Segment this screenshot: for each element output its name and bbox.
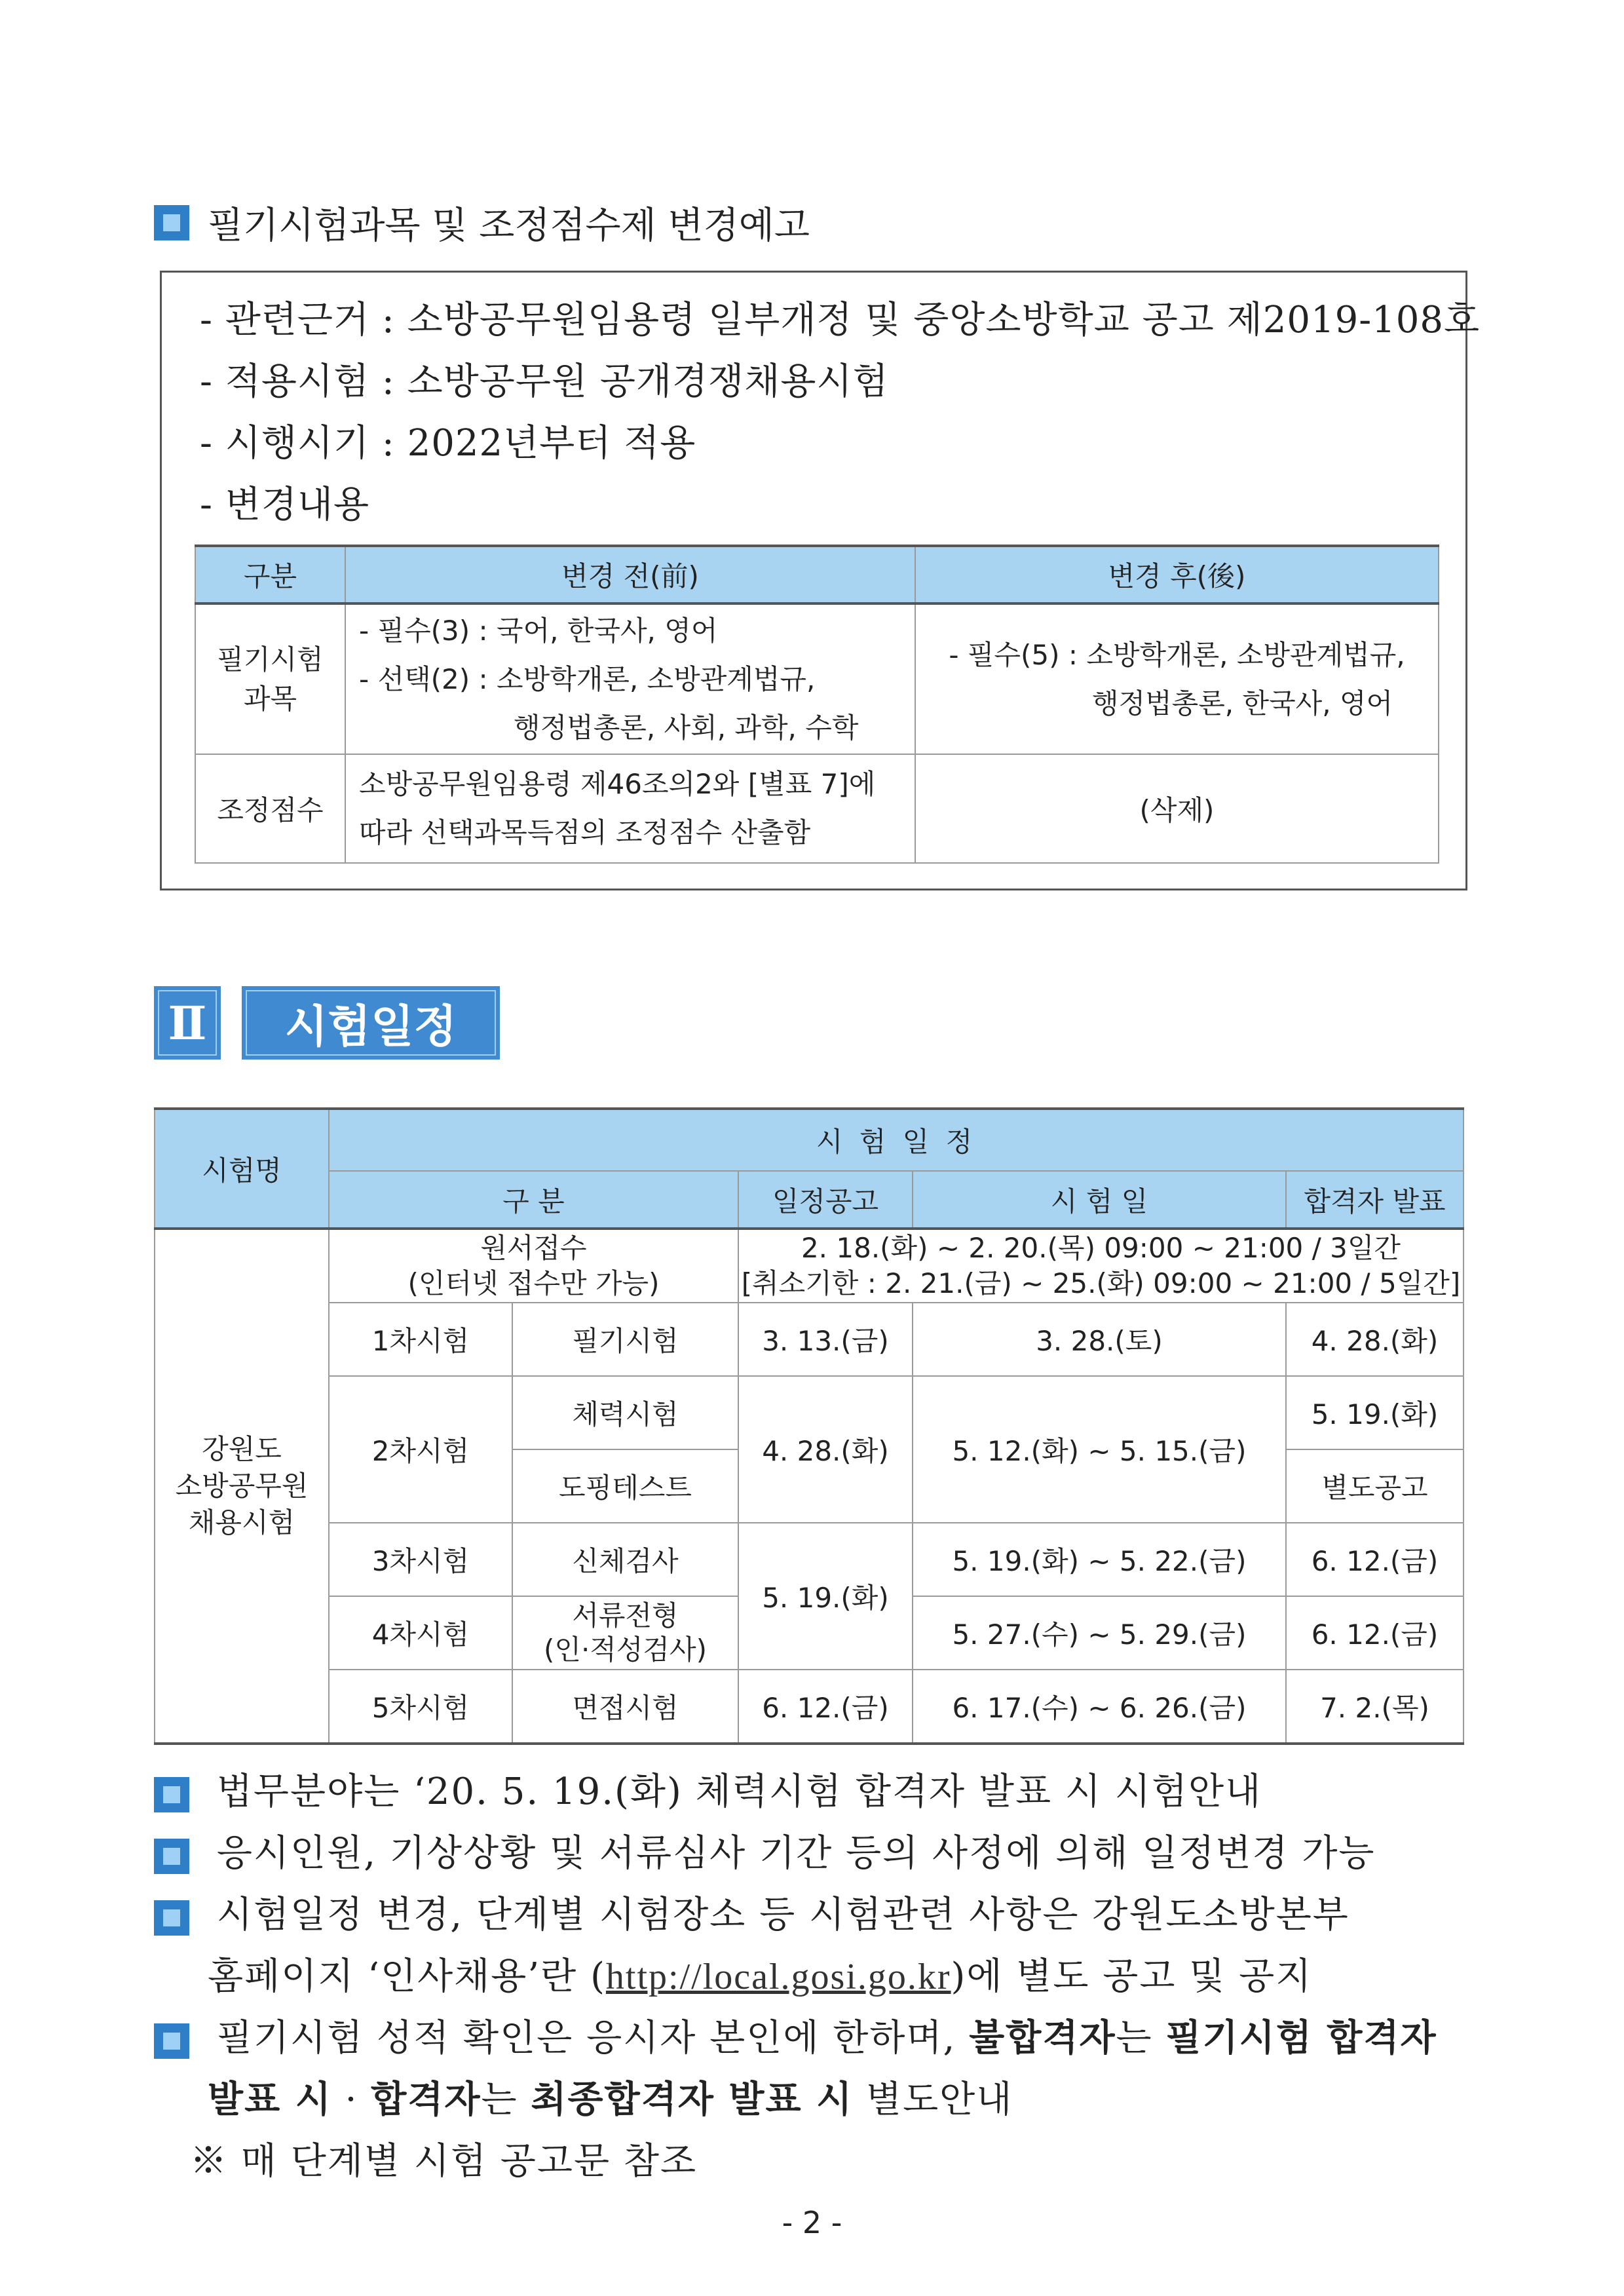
- change-table: [195, 545, 1439, 864]
- notice-cell: 5. 19.(화): [738, 1523, 913, 1670]
- row-category: 조정점수: [195, 754, 345, 863]
- table-row: [155, 1229, 1463, 1303]
- before-line: 따라 선택과목득점의 조정점수 산출함: [359, 816, 811, 849]
- note-text: 시험일정 변경, 단계별 시험장소 등 시험관련 사항은 강원도소방본부: [216, 1894, 1350, 1936]
- notice-item-applied-exam: - 적용시험 : 소방공무원 공개경쟁채용시험: [200, 360, 889, 403]
- header-exam-date: 시 험 일: [913, 1171, 1286, 1229]
- before-line: 행정법총론, 사회, 과학, 수학: [514, 711, 859, 744]
- table-row: [155, 1670, 1463, 1744]
- header-notice: 일정공고: [738, 1171, 913, 1229]
- result-cell: 6. 12.(금): [1286, 1596, 1463, 1670]
- stage-cell: 4차시험: [329, 1596, 512, 1670]
- note-bold: 불합격자: [969, 2016, 1116, 2059]
- type-line: (인·적성검사): [543, 1634, 707, 1666]
- type-cell: 면접시험: [512, 1670, 738, 1744]
- notice-item-changes: - 변경내용: [200, 484, 370, 526]
- after-line: 행정법총론, 한국사, 영어: [1091, 687, 1393, 719]
- stage-cell: 3차시험: [329, 1523, 512, 1596]
- result-cell: 6. 12.(금): [1286, 1523, 1463, 1596]
- note-bold: 필기시험 합격자: [1165, 2016, 1437, 2059]
- notice-cell: 3. 13.(금): [738, 1303, 913, 1376]
- row-after: (삭제): [915, 754, 1439, 863]
- row-after: [915, 603, 1439, 754]
- result-cell: 별도공고: [1286, 1449, 1463, 1523]
- note-item-continued: [208, 1947, 1312, 2000]
- section-title: 시험일정: [242, 986, 500, 1060]
- result-cell: 4. 28.(화): [1286, 1303, 1463, 1376]
- before-line: - 선택(2) : 소방학개론, 소방관계법규,: [359, 662, 816, 695]
- before-line: - 필수(3) : 국어, 한국사, 영어: [359, 614, 718, 647]
- note-text: 홈페이지 ‘인사채용’란 (: [208, 1955, 606, 1998]
- result-cell: 5. 19.(화): [1286, 1376, 1463, 1449]
- square-bullet-icon: [154, 1777, 189, 1812]
- notice-cell: 4. 28.(화): [738, 1376, 913, 1523]
- type-cell: 필기시험: [512, 1303, 738, 1376]
- header-category: 구 분: [329, 1171, 738, 1229]
- note-text: ·: [331, 2078, 371, 2121]
- note-text: 필기시험 성적 확인은 응시자 본인에 한하며,: [216, 2017, 970, 2059]
- gosi-link[interactable]: http://local.gosi.go.kr: [605, 1957, 951, 1997]
- date-cell: 5. 27.(수) ~ 5. 29.(금): [913, 1596, 1286, 1670]
- type-cell: [512, 1596, 738, 1670]
- table-row: [155, 1376, 1463, 1449]
- table-row: [155, 1523, 1463, 1596]
- row-before: [345, 754, 915, 863]
- date-cell: 3. 28.(토): [913, 1303, 1286, 1376]
- note-text: 는: [481, 2078, 531, 2121]
- date-cell: 6. 17.(수) ~ 6. 26.(금): [913, 1670, 1286, 1744]
- type-cell: 체력시험: [512, 1376, 738, 1449]
- change-table-header-after: 변경 후(後): [915, 546, 1439, 603]
- table-row: [195, 603, 1439, 754]
- type-cell: 도핑테스트: [512, 1449, 738, 1523]
- change-notice-box: [160, 271, 1481, 890]
- notice-item-effective: - 시행시기 : 2022년부터 적용: [200, 422, 696, 465]
- square-bullet-icon: [154, 1900, 189, 1936]
- application-period: [738, 1229, 1463, 1303]
- notice-cell: 6. 12.(금): [738, 1670, 913, 1744]
- note-reference: ※ 매 단계별 시험 공고문 참조: [190, 2140, 698, 2183]
- stage-cell: 2차시험: [329, 1376, 512, 1523]
- square-bullet-icon: [154, 1839, 189, 1874]
- square-bullet-icon: [154, 205, 189, 240]
- change-notice-title: 필기시험과목 및 조정점수제 변경예고: [208, 204, 810, 247]
- application-label-line: (인터넷 접수만 가능): [407, 1267, 660, 1299]
- page-number: - 2 -: [782, 2205, 842, 2240]
- header-result: 합격자 발표: [1286, 1171, 1463, 1229]
- note-text: 응시인원, 기상상황 및 서류심사 기간 등의 사정에 의해 일정변경 가능: [216, 1832, 1376, 1875]
- application-period-line: 2. 18.(화) ~ 2. 20.(목) 09:00 ~ 21:00 / 3일간: [801, 1232, 1401, 1264]
- note-text: 는: [1116, 2017, 1166, 2059]
- stage-cell: 5차시험: [329, 1670, 512, 1744]
- note-item: [154, 1886, 1350, 1938]
- exam-name-cell: 강원도 소방공무원 채용시험: [155, 1229, 329, 1744]
- section-number: Ⅱ: [154, 986, 221, 1060]
- note-item-continued: [208, 2071, 1013, 2123]
- row-before: [345, 603, 915, 754]
- header-schedule: 시 험 일 정: [329, 1109, 1463, 1171]
- application-label: [329, 1229, 738, 1303]
- note-item: [154, 1763, 1262, 1815]
- note-text: 별도안내: [853, 2078, 1013, 2121]
- notice-item-basis: - 관련근거 : 소방공무원임용령 일부개정 및 중앙소방학교 공고 제2019-108호: [200, 299, 1481, 341]
- application-period-line: [취소기한 : 2. 21.(금) ~ 25.(화) 09:00 ~ 21:00 / 5일간]: [741, 1267, 1461, 1299]
- table-row: [195, 754, 1439, 863]
- table-row: [155, 1303, 1463, 1376]
- change-notice-heading: [154, 197, 810, 249]
- note-bold: 최종합격자 발표 시: [531, 2078, 854, 2121]
- application-label-line: 원서접수: [480, 1232, 587, 1264]
- change-table-header-category: 구분: [195, 546, 345, 603]
- square-bullet-icon: [154, 2023, 189, 2059]
- type-line: 서류전형: [572, 1599, 679, 1632]
- schedule-table: [154, 1107, 1464, 1745]
- change-table-header-before: 변경 전(前): [345, 546, 915, 603]
- note-bold: 합격자: [371, 2078, 482, 2121]
- result-cell: 7. 2.(목): [1286, 1670, 1463, 1744]
- note-item: [154, 1824, 1376, 1877]
- stage-cell: 1차시험: [329, 1303, 512, 1376]
- row-category: 필기시험 과목: [195, 603, 345, 754]
- date-cell: 5. 19.(화) ~ 5. 22.(금): [913, 1523, 1286, 1596]
- note-bold: 발표 시: [208, 2078, 332, 2121]
- date-cell: 5. 12.(화) ~ 5. 15.(금): [913, 1376, 1286, 1523]
- type-cell: 신체검사: [512, 1523, 738, 1596]
- after-line: - 필수(5) : 소방학개론, 소방관계법규,: [949, 638, 1405, 671]
- note-text: )에 별도 공고 및 공지: [951, 1955, 1313, 1998]
- note-item: [154, 2009, 1437, 2061]
- header-exam-name: 시험명: [155, 1109, 329, 1229]
- before-line: 소방공무원임용령 제46조의2와 [별표 7]에: [359, 768, 876, 800]
- note-text: 법무분야는 ‘20. 5. 19.(화) 체력시험 합격자 발표 시 시험안내: [216, 1770, 1262, 1813]
